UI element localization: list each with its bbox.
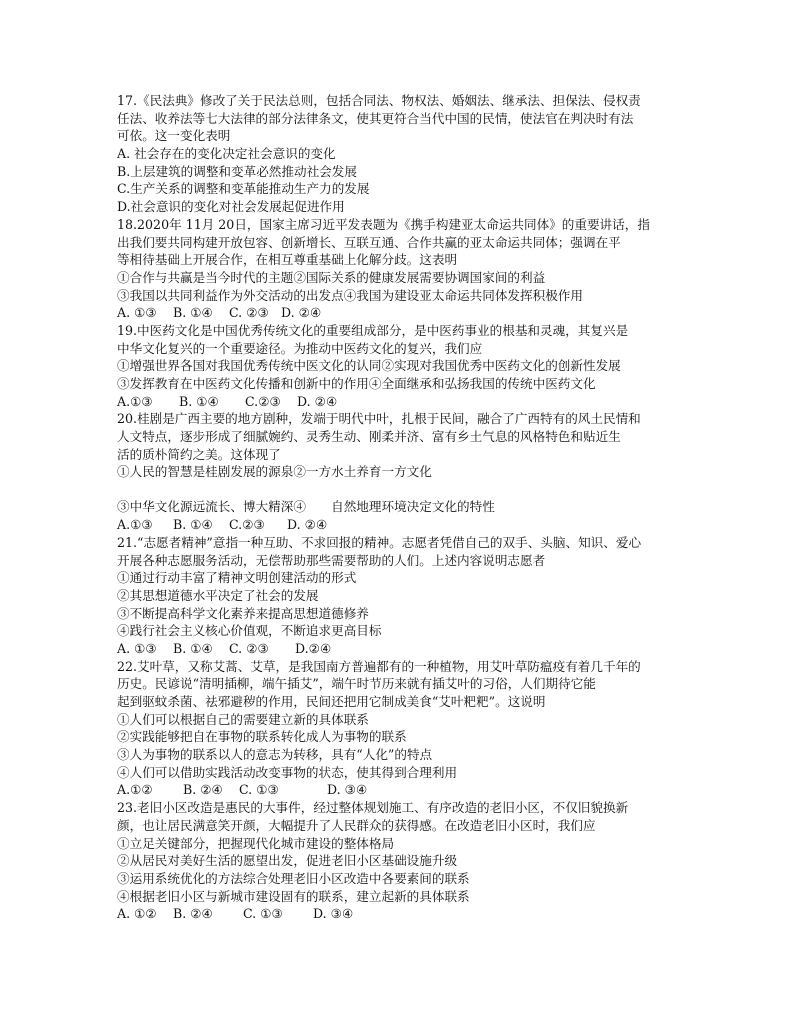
options-row bbox=[117, 640, 683, 658]
question-18 bbox=[117, 216, 683, 322]
option-a: A.①③ bbox=[117, 517, 153, 533]
question-17 bbox=[117, 92, 683, 216]
option-c: C. ②③ bbox=[229, 640, 269, 656]
option-c: C. ①③ bbox=[243, 906, 283, 922]
question-stem-line: 17.《民法典》修改了关于民法总则，包括合同法、物权法、婚姻法、继承法、担保法、侵权责 bbox=[117, 93, 641, 108]
question-21 bbox=[117, 534, 683, 658]
option-b: B. ①④ bbox=[173, 640, 213, 656]
statement-line: ②实践能够把自在事物的联系转化成人为事物的联系 bbox=[117, 729, 407, 745]
options-row bbox=[117, 905, 683, 923]
options-row bbox=[117, 393, 683, 411]
option-d: D. ②④ bbox=[297, 393, 338, 409]
statement-line: ③运用系统优化的方法综合处理老旧小区改造中各要素间的联系 bbox=[117, 870, 470, 886]
option-d: D.②④ bbox=[295, 640, 332, 656]
question-stem-line: 活的质朴简约之美。这体现了 bbox=[117, 446, 281, 462]
option-d: D. ②④ bbox=[281, 305, 322, 321]
question-stem-line: 22.艾叶草，又称艾蒿、艾草，是我国南方普遍都有的一种植物，用艾叶草防瘟疫有着几千年的 bbox=[117, 658, 641, 674]
statement-line: ①合作与共赢是当今时代的主题②国际关系的健康发展需要协调国家间的利益 bbox=[117, 269, 546, 285]
statement-line: ①通过行动丰富了精神文明创建活动的形式 bbox=[117, 570, 357, 586]
question-stem-line: 19.中医药文化是中国优秀传统文化的重要组成部分，是中医药事业的根基和灵魂，其复兴是 bbox=[117, 322, 629, 338]
question-stem-line: 等相待基础上开展合作，在相互尊重基础上化解分歧。这表明 bbox=[117, 252, 458, 268]
choice-a: A. 社会存在的变化决定社会意识的变化 bbox=[117, 146, 336, 162]
options-row bbox=[117, 516, 683, 534]
option-c: C.②③ bbox=[245, 393, 281, 409]
question-stem-line: 任法、收养法等七大法律的部分法律条文，使其更符合当代中国的民情，使法官在判决时有法 bbox=[117, 110, 634, 126]
question-19 bbox=[117, 322, 683, 410]
statement-line: ①增强世界各国对我国优秀传统中医文化的认同②实现对我国优秀中医药文化的创新性发展 bbox=[117, 358, 621, 374]
exam-page bbox=[117, 92, 683, 923]
option-a: A.①③ bbox=[117, 393, 153, 409]
question-22 bbox=[117, 658, 683, 800]
statement-line: ①人们可以根据自己的需要建立新的具体联系 bbox=[117, 711, 369, 727]
statement-line: ③中华文化源远流长、博大精深④ 自然地理环境决定文化的特性 bbox=[117, 499, 495, 515]
statement-line: ①立足关键部分，把握现代化城市建设的整体格局 bbox=[117, 835, 395, 851]
question-stem-line: 出我们要共同构建开放包容、创新增长、互联互通、合作共赢的亚太命运共同体；强调在平 bbox=[117, 234, 621, 250]
option-a: A. ①③ bbox=[117, 640, 157, 656]
option-d: D. ②④ bbox=[287, 517, 328, 533]
option-d: D. ③④ bbox=[327, 782, 368, 798]
statement-line: ①人民的智慧是桂剧发展的源泉②一方水土养育一方文化 bbox=[117, 464, 432, 480]
question-stem-line: 颜，也让居民满意笑开颜，大幅提升了人民群众的获得感。在改造老旧小区时，我们应 bbox=[117, 817, 596, 833]
statement-line: ③我国以共同利益作为外交活动的出发点④我国为建设亚太命运共同体发挥积极作用 bbox=[117, 287, 583, 303]
option-d: D. ③④ bbox=[313, 906, 354, 922]
option-a: A.①② bbox=[117, 782, 153, 798]
question-23 bbox=[117, 799, 683, 923]
option-c: C.②③ bbox=[229, 517, 265, 533]
options-row bbox=[117, 781, 683, 799]
option-b: B. ①④ bbox=[179, 393, 219, 409]
question-stem-line: 开展各种志愿服务活动，无偿帮助那些需要帮助的人们。上述内容说明志愿者 bbox=[117, 552, 546, 568]
option-c: C. ①③ bbox=[239, 782, 279, 798]
statement-line: ④践行社会主义核心价值观，不断追求更高目标 bbox=[117, 623, 382, 639]
option-c: C. ②③ bbox=[229, 305, 269, 321]
question-stem-line: 18.2020年 11月 20日，国家主席习近平发表题为《携手构建亚太命运共同体》的重要讲话，指 bbox=[117, 216, 650, 232]
options-row bbox=[117, 304, 683, 322]
choice-d: D.社会意识的变化对社会发展起促进作用 bbox=[117, 199, 345, 215]
statement-line: ③发挥教育在中医药文化传播和创新中的作用④全面继承和弘扬我国的传统中医药文化 bbox=[117, 376, 596, 391]
choice-c: C.生产关系的调整和变革能推动生产力的发展 bbox=[117, 181, 370, 197]
question-stem-line: 20.桂剧是广西主要的地方剧种，发端于明代中叶，扎根于民间，融合了广西特有的风土民情和 bbox=[117, 411, 641, 427]
option-a: A. ①③ bbox=[117, 305, 157, 321]
question-stem-line: 23.老旧小区改造是惠民的大事件，经过整体规划施工、有序改造的老旧小区，不仅旧貌换新 bbox=[117, 800, 629, 816]
option-b: B. ①④ bbox=[173, 517, 213, 533]
question-stem-line: 起到驱蚊杀菌、祛邪避秽的作用，民间还把用它制成美食“艾叶粑粑”。这说明 bbox=[117, 694, 546, 709]
statement-line: ④根据老旧小区与新城市建设固有的联系，建立起新的具体联系 bbox=[117, 888, 470, 904]
question-stem-line: 可依。这一变化表明 bbox=[117, 128, 231, 144]
statement-line: ②从居民对美好生活的愿望出发，促进老旧小区基础设施升级 bbox=[117, 853, 458, 869]
question-stem-line: 中华文化复兴的一个重要途径。为推动中医药文化的复兴，我们应 bbox=[117, 340, 483, 356]
option-b: B. ①④ bbox=[173, 305, 213, 321]
question-stem-line: 历史。民谚说“清明插柳，端午插艾”，端午时节历来就有插艾叶的习俗，人们期待它能 bbox=[117, 676, 596, 692]
statement-line: ②其思想道德水平决定了社会的发展 bbox=[117, 587, 319, 603]
question-stem-line: 人文特点，逐步形成了细腻婉约、灵秀生动、刚柔并济、富有乡土气息的风格特色和贴近生 bbox=[117, 429, 621, 445]
question-20 bbox=[117, 410, 683, 533]
statement-line: ④人们可以借助实践活动改变事物的状态，使其得到合理利用 bbox=[117, 764, 458, 780]
statement-line: ③不断提高科学文化素养来提高思想道德修养 bbox=[117, 605, 369, 621]
option-b: B. ②④ bbox=[173, 906, 213, 922]
option-b: B. ②④ bbox=[183, 782, 223, 798]
statement-line: ③人为事物的联系以人的意志为转移，具有“人化”的特点 bbox=[117, 747, 433, 763]
option-a: A. ①② bbox=[117, 906, 157, 922]
question-stem-line: 21.“志愿者精神”意指一种互助、不求回报的精神。志愿者凭借自己的双手、头脑、知识、爱心 bbox=[117, 534, 642, 550]
choice-b: B.上层建筑的调整和变革必然推动社会发展 bbox=[117, 163, 357, 179]
